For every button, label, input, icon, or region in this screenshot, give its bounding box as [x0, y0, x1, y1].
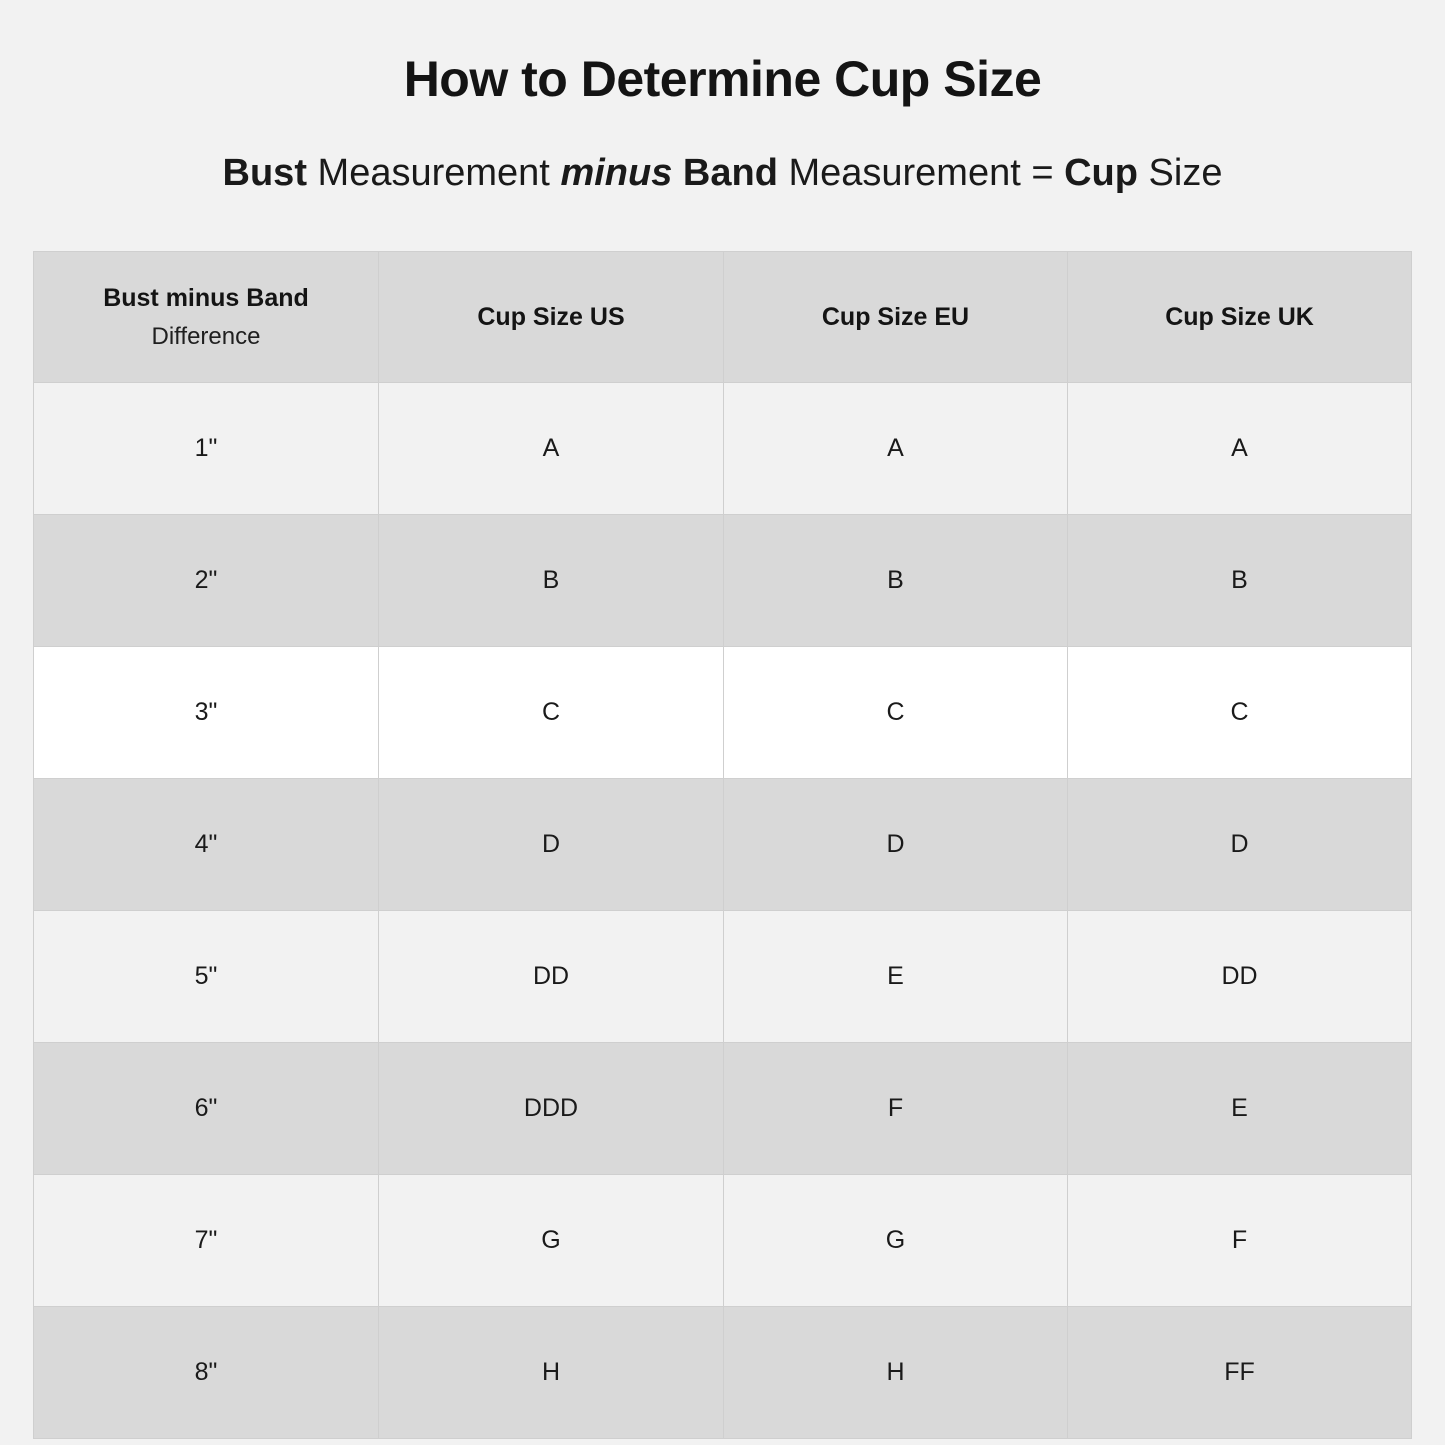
cell-eu: B [724, 515, 1068, 647]
cell-us: G [379, 1175, 724, 1307]
column-header-uk-label: Cup Size UK [1165, 302, 1314, 331]
cell-uk: E [1068, 1043, 1412, 1175]
formula-line [0, 152, 1445, 195]
formula-size: Size [1137, 152, 1223, 194]
column-header-us-label: Cup Size US [477, 302, 625, 331]
column-header-us [379, 252, 724, 383]
formula-space [672, 152, 683, 194]
table-row [34, 779, 1412, 911]
table-row [34, 911, 1412, 1043]
cell-uk: FF [1068, 1307, 1412, 1439]
cell-us: D [379, 779, 724, 911]
cell-us: A [379, 383, 724, 515]
table-header [34, 252, 1412, 383]
cell-eu: H [724, 1307, 1068, 1439]
cell-difference: 8" [34, 1307, 379, 1439]
column-header-eu [724, 252, 1068, 383]
table-row [34, 1043, 1412, 1175]
cell-difference: 1" [34, 383, 379, 515]
cup-size-table [33, 251, 1412, 1439]
cell-eu: C [724, 647, 1068, 779]
column-header-difference-label: Bust minus Band [103, 283, 309, 312]
cell-difference: 4" [34, 779, 379, 911]
table-row [34, 647, 1412, 779]
table-row [34, 383, 1412, 515]
cell-uk: C [1068, 647, 1412, 779]
cell-difference: 3" [34, 647, 379, 779]
cell-us: H [379, 1307, 724, 1439]
column-header-difference-sub: Difference [151, 322, 261, 350]
formula-bust: Bust [222, 152, 307, 194]
column-header-difference [34, 252, 379, 383]
formula-measurement-2: Measurement = [777, 152, 1065, 194]
cell-difference: 5" [34, 911, 379, 1043]
cell-difference: 2" [34, 515, 379, 647]
table-row [34, 515, 1412, 647]
column-header-eu-label: Cup Size EU [821, 302, 970, 331]
cell-eu: D [724, 779, 1068, 911]
cell-eu: F [724, 1043, 1068, 1175]
formula-cup: Cup [1064, 152, 1138, 194]
cell-uk: A [1068, 383, 1412, 515]
cell-eu: G [724, 1175, 1068, 1307]
column-header-uk [1068, 252, 1412, 383]
table-header-row [34, 252, 1412, 383]
table-body [34, 383, 1412, 1439]
cell-difference: 6" [34, 1043, 379, 1175]
page-title: How to Determine Cup Size [403, 51, 1042, 107]
formula-minus: minus [560, 152, 673, 194]
cell-uk: F [1068, 1175, 1412, 1307]
table-row [34, 1175, 1412, 1307]
cell-difference: 7" [34, 1175, 379, 1307]
cell-us: DDD [379, 1043, 724, 1175]
formula-band: Band [682, 152, 778, 194]
formula-measurement-1: Measurement [306, 152, 561, 194]
cell-uk: D [1068, 779, 1412, 911]
cell-uk: B [1068, 515, 1412, 647]
cell-eu: A [724, 383, 1068, 515]
cell-us: B [379, 515, 724, 647]
cell-eu: E [724, 911, 1068, 1043]
cell-uk: DD [1068, 911, 1412, 1043]
table-row [34, 1307, 1412, 1439]
cell-us: DD [379, 911, 724, 1043]
cell-us: C [379, 647, 724, 779]
